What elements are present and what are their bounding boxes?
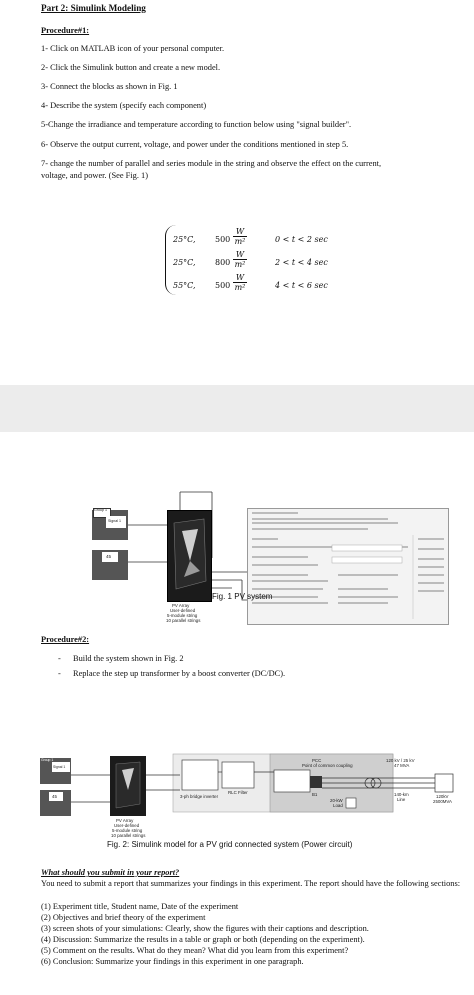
fig2-caption: Fig. 2: Simulink model for a PV grid connected system (Power circuit) <box>107 840 353 849</box>
report-intro: You need to submit a report that summarizes your findings in this experiment. The report should have the following sections: <box>41 879 461 888</box>
condition-1-temp: 25°C, <box>173 235 196 244</box>
proc2-bullet-1-dash: - <box>58 654 61 663</box>
procedure1-heading: Procedure#1: <box>41 26 90 35</box>
pv-label-2: User-defined <box>170 608 196 613</box>
step-5: 5-Change the irradiance and temperature according to function below using "signal builder". <box>41 120 352 129</box>
temperature-constant-block[interactable] <box>92 550 128 580</box>
step-7-cont: voltage, and power. (See Fig. 1) <box>41 171 148 180</box>
pv-parameters-dialog <box>247 508 449 625</box>
pv-label-1: PV Array <box>172 603 190 608</box>
fig2-constant-block[interactable] <box>40 790 71 816</box>
document-sheet-2 <box>0 432 474 995</box>
filter-label: RLC Filter <box>228 790 248 795</box>
report-heading: What should you submit in your report? <box>41 868 180 877</box>
condition-1-time: 0 < t < 2 sec <box>275 235 328 244</box>
load-sub-label: Load <box>333 803 343 808</box>
fig2-pv-label-3: 5-module string <box>112 828 143 833</box>
fig1-simulink-diagram <box>92 480 447 630</box>
report-item-1: (1) Experiment title, Student name, Date of the experiment <box>41 902 239 911</box>
fig2-constant-value: 45 <box>52 794 57 799</box>
fig2-pv-label-4: 10 parallel strings <box>111 833 146 838</box>
fig2-simulink-diagram <box>40 750 460 840</box>
condition-3-irradiance: 500 <box>215 281 231 290</box>
signal-label: Signal 1 <box>108 519 121 523</box>
constant-value: 45 <box>106 554 112 559</box>
pv-array-block[interactable] <box>167 510 212 602</box>
condition-2-time: 2 < t < 4 sec <box>275 258 328 267</box>
proc2-step-1: Build the system shown in Fig. 2 <box>73 654 184 663</box>
condition-3-unit: $\frac{W}{\text{m²}}$ <box>234 273 246 292</box>
conditions-equation <box>165 225 395 300</box>
pcc-sub-label: Point of common coupling <box>302 763 353 768</box>
procedure2-heading: Procedure#2: <box>41 635 90 644</box>
condition-2-unit: $\frac{W}{\text{m²}}$ <box>234 250 246 269</box>
step-6: 6- Observe the output current, voltage, and power under the conditions mentioned in step 5. <box>41 140 349 149</box>
step-4: 4- Describe the system (specify each component) <box>41 101 207 110</box>
condition-1-irradiance: 500 <box>215 235 231 244</box>
group-label: Group 1 <box>94 508 107 512</box>
report-item-4: (4) Discussion: Summarize the results in a table or graph or both (depending on the experiment). <box>41 935 365 944</box>
fig2-pv-icon <box>110 756 146 816</box>
transformer-label: 120 kV / 25 kV <box>386 758 415 763</box>
step-3: 3- Connect the blocks as shown in Fig. 1 <box>41 82 178 91</box>
part-title: Part 2: Simulink Modeling <box>41 3 146 13</box>
condition-2-temp: 25°C, <box>173 258 196 267</box>
b1-label: B1 <box>312 792 318 797</box>
inverter-label: 3-ph bridge inverter <box>180 794 219 799</box>
fig2-signal-label: Signal 1 <box>53 765 66 769</box>
fig2-signal-builder-block[interactable] <box>40 758 71 784</box>
report-item-6: (6) Conclusion: Summarize your findings in this experiment in one paragraph. <box>41 957 304 966</box>
document-sheet-1 <box>0 0 474 385</box>
step-7: 7- change the number of parallel and series module in the string and observe the effect on the current, <box>41 159 382 168</box>
line-label: 140-km <box>394 792 409 797</box>
proc2-step-2: Replace the step up transformer by a boost converter (DC/DC). <box>73 669 286 678</box>
fig2-pv-label-2: User-defined <box>114 823 140 828</box>
line-sub-label: Line <box>397 797 406 802</box>
fig2-pv-array-block[interactable] <box>110 756 146 816</box>
report-item-2: (2) Objectives and brief theory of the experiment <box>41 913 206 922</box>
pv-label-4: 10 parallel strings <box>166 618 201 623</box>
pv-label-3: 5-module string <box>167 613 198 618</box>
load-label: 20-kW <box>330 798 343 803</box>
fig2-pv-label-1: PV Array <box>116 818 134 823</box>
dialog-placeholder-lines <box>248 509 448 624</box>
signal-builder-block[interactable] <box>92 510 128 540</box>
pcc-label: PCC <box>312 758 322 763</box>
fig2-group-label: Group 1 <box>41 758 54 762</box>
condition-1-unit: $\frac{W}{\text{m²}}$ <box>234 227 246 246</box>
grid-label: 120kV <box>436 794 449 799</box>
condition-3-time: 4 < t < 6 sec <box>275 281 328 290</box>
condition-2-irradiance: 800 <box>215 258 231 267</box>
step-1: 1- Click on MATLAB icon of your personal computer. <box>41 44 225 53</box>
fig1-caption: Fig. 1 PV system <box>212 592 273 601</box>
condition-3-temp: 55°C, <box>173 281 196 290</box>
report-item-3: (3) screen shots of your simulations: Clearly, show the figures with their captions and description. <box>41 924 369 933</box>
grid-sub-label: 2500MVA <box>433 799 452 804</box>
step-2: 2- Click the Simulink button and create a new model. <box>41 63 221 72</box>
proc2-bullet-2-dash: - <box>58 669 61 678</box>
transformer-sub-label: 47 MVA <box>394 763 410 768</box>
pv-array-icon <box>168 511 211 601</box>
report-item-5: (5) Comment on the results. What do they mean? What did you learn from this experiment? <box>41 946 349 955</box>
